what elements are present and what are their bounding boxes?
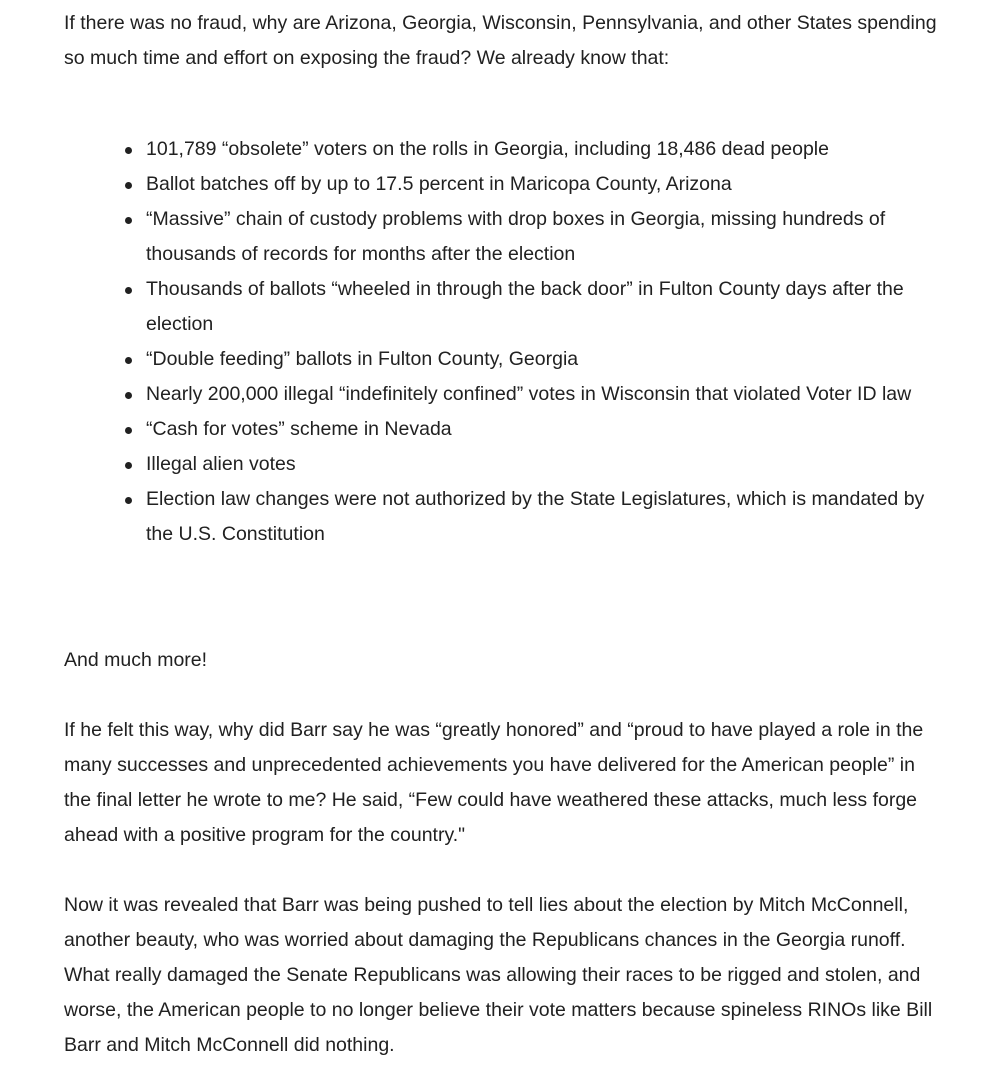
- list-item: “Double feeding” ballots in Fulton County, Georgia: [146, 342, 944, 377]
- list-item: Nearly 200,000 illegal “indefinitely confined” votes in Wisconsin that violated Voter ID law: [146, 377, 944, 412]
- list-item: Illegal alien votes: [146, 447, 944, 482]
- fraud-claims-list: [64, 132, 944, 552]
- list-item: 101,789 “obsolete” voters on the rolls in Georgia, including 18,486 dead people: [146, 132, 944, 167]
- list-item: Thousands of ballots “wheeled in through the back door” in Fulton County days after the election: [146, 272, 944, 342]
- mcconnell-paragraph: Now it was revealed that Barr was being pushed to tell lies about the election by Mitch McConnell, another beauty, who was worried about damaging the Republicans chances in the Georgia runoff. What really damaged the Senate Republicans was allowing their races to be rigged and stolen, and worse, the American people to no longer believe their vote matters because spineless RINOs like Bill Barr and Mitch McConnell did nothing.: [64, 894, 933, 1056]
- list-item: Ballot batches off by up to 17.5 percent in Maricopa County, Arizona: [146, 167, 944, 202]
- list-item: “Cash for votes” scheme in Nevada: [146, 412, 944, 447]
- list-item: “Massive” chain of custody problems with drop boxes in Georgia, missing hundreds of thousands of records for months after the election: [146, 202, 944, 272]
- list-item: Election law changes were not authorized by the State Legislatures, which is mandated by the U.S. Constitution: [146, 482, 944, 552]
- barr-paragraph: If he felt this way, why did Barr say he was “greatly honored” and “proud to have played a role in the many successes and unprecedented achievements you have delivered for the American people” in the final letter he wrote to me? He said, “Few could have weathered these attacks, much less forge ahead with a positive program for the country.": [64, 719, 924, 846]
- and-much-more-paragraph: And much more!: [64, 649, 208, 671]
- intro-paragraph: If there was no fraud, why are Arizona, Georgia, Wisconsin, Pennsylvania, and other States spending so much time and effort on exposing the fraud? We already know that:: [64, 12, 937, 69]
